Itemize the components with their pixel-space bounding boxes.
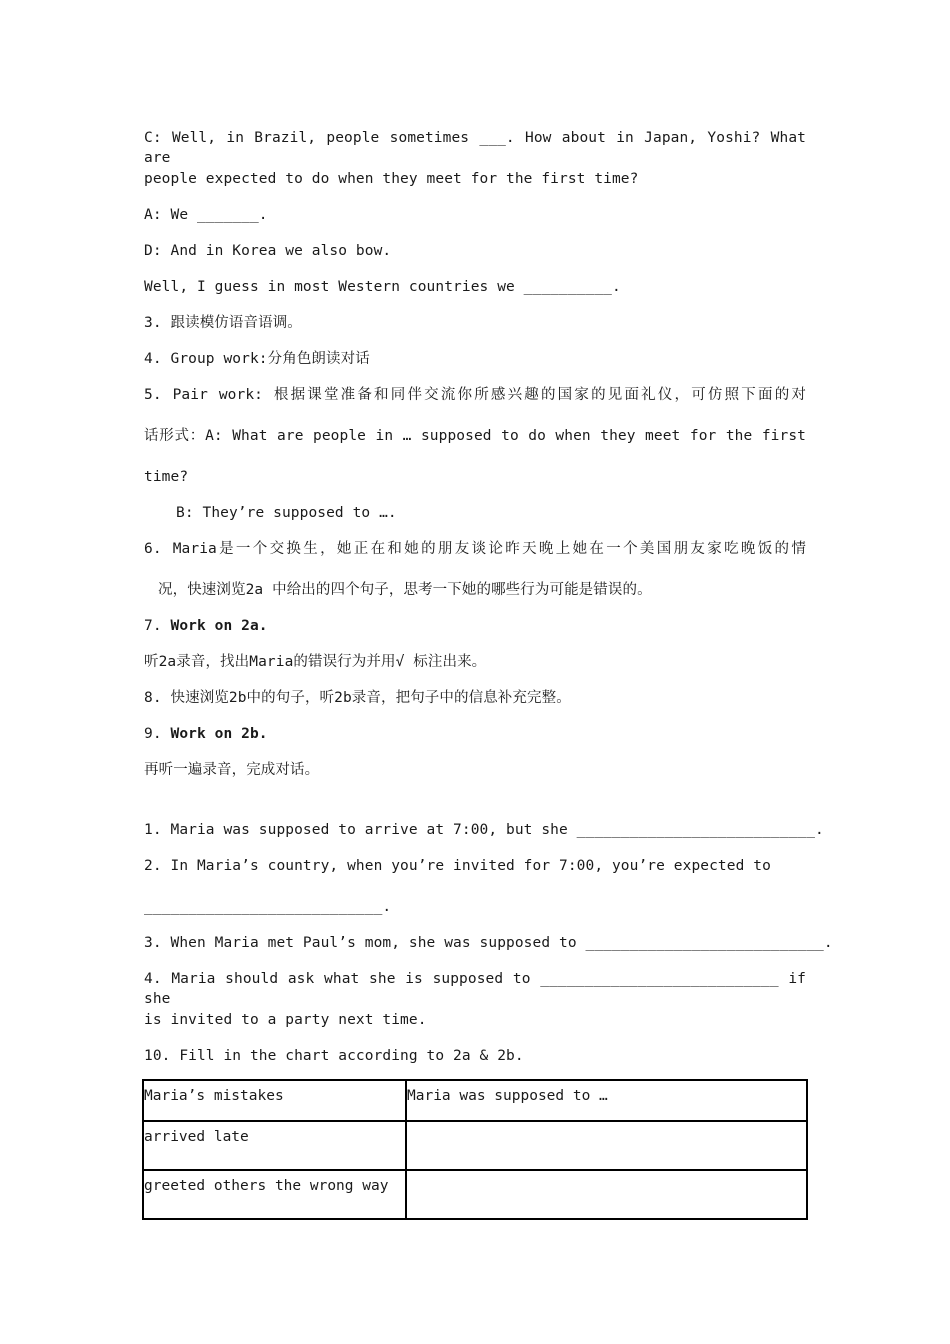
chart-row [143, 1170, 807, 1219]
exercise-4-line-1: 4. Maria should ask what she is supposed to ___________________________ if she [144, 971, 806, 1007]
step-9-heading [144, 724, 268, 744]
dialogue-d-line: D: And in Korea we also bow. [144, 243, 392, 259]
dialogue-well-line: Well, I guess in most Western countries we __________. [144, 279, 621, 295]
step-6-line-1: 6. Maria是一个交换生，她正在和她的朋友谈论昨天晚上她在一个美国朋友家吃晚饭的情 [144, 541, 806, 557]
dialogue-c-line-1: C: Well, in Brazil, people sometimes ___. How about in Japan, Yoshi? What are [144, 130, 806, 166]
chart-cell-answer[interactable] [406, 1121, 807, 1170]
step-5-line-2: 话形式：A: What are people in … supposed to do when they meet for the first [144, 428, 806, 444]
chart-cell-mistake: greeted others the wrong way [143, 1170, 406, 1219]
step-5-line-1: 5. Pair work: 根据课堂准备和同伴交流你所感兴趣的国家的见面礼仪，可仿照下面的对 [144, 387, 806, 403]
chart-header-mistakes: Maria’s mistakes [143, 1080, 406, 1121]
step-6-line-2: 况，快速浏览2a 中给出的四个句子，思考一下她的哪些行为可能是错误的。 [158, 582, 652, 598]
exercise-1: 1. Maria was supposed to arrive at 7:00, but she ___________________________. [144, 822, 824, 838]
step-9-description: 再听一遍录音，完成对话。 [144, 762, 320, 778]
step-7-heading [144, 616, 268, 636]
chart-cell-answer[interactable] [406, 1170, 807, 1219]
chart-header-row [143, 1080, 807, 1121]
exercise-2-line-1: 2. In Maria’s country, when you’re invited for 7:00, you’re expected to [144, 858, 771, 874]
exercise-4-line-2: is invited to a party next time. [144, 1012, 427, 1028]
step-7-title: Work on 2a. [170, 618, 268, 634]
exercise-10: 10. Fill in the chart according to 2a & 2b. [144, 1048, 524, 1064]
step-8: 8. 快速浏览2b中的句子，听2b录音，把句子中的信息补充完整。 [144, 690, 571, 706]
chart-row [143, 1121, 807, 1170]
mistakes-chart [142, 1079, 808, 1220]
step-7-description: 听2a录音，找出Maria的错误行为并用√ 标注出来。 [144, 654, 487, 670]
chart-cell-mistake: arrived late [143, 1121, 406, 1170]
exercise-3: 3. When Maria met Paul’s mom, she was supposed to ___________________________. [144, 935, 833, 951]
step-7-number: 7. [144, 618, 171, 634]
chart-header-supposed: Maria was supposed to … [406, 1080, 807, 1121]
step-9-number: 9. [144, 726, 171, 742]
step-4: 4. Group work:分角色朗读对话 [144, 351, 370, 367]
exercise-2-line-2: ___________________________. [144, 899, 392, 915]
step-5-line-4: B: They’re supposed to …. [176, 505, 397, 521]
step-5-line-3: time? [144, 469, 189, 485]
step-3: 3. 跟读模仿语音语调。 [144, 315, 302, 331]
dialogue-a-line: A: We _______. [144, 207, 268, 223]
dialogue-c-line-2: people expected to do when they meet for the first time? [144, 171, 639, 187]
step-9-title: Work on 2b. [170, 726, 268, 742]
